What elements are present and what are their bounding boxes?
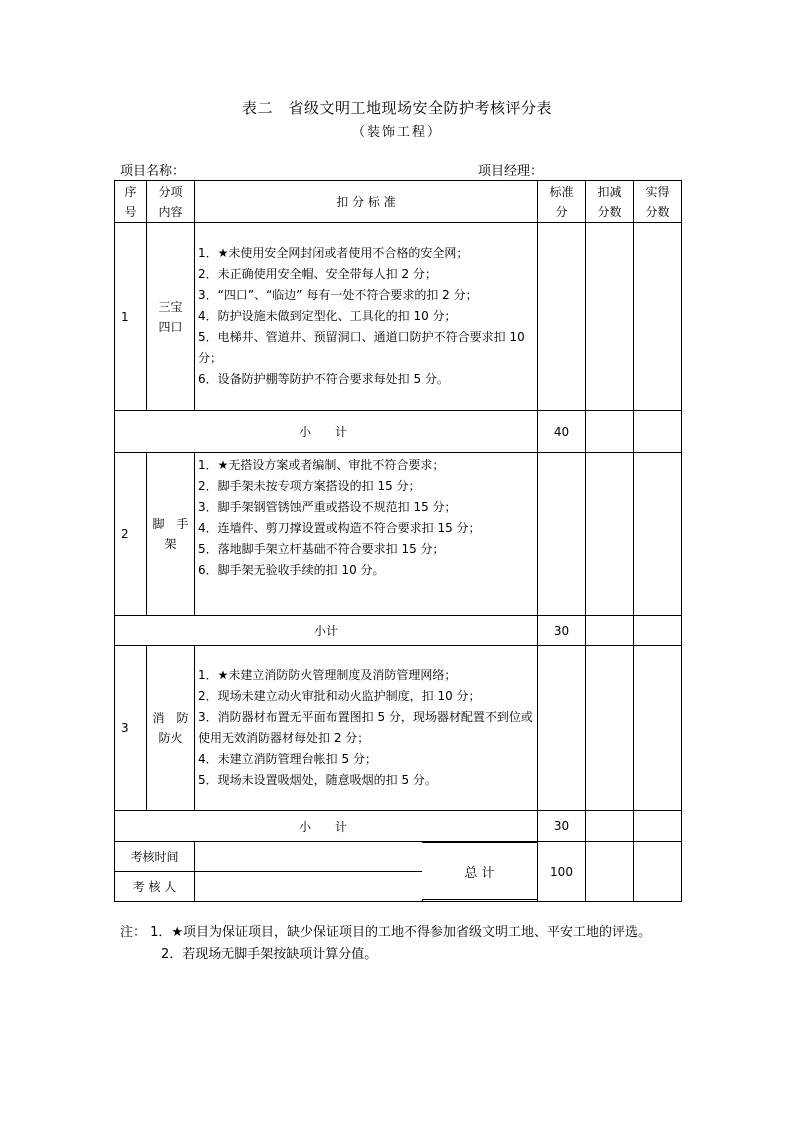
score-table [114, 180, 682, 902]
deduct-score-cell[interactable] [586, 616, 634, 646]
page-subtitle: （装饰工程） [351, 125, 442, 140]
section-criteria: 1．★未建立消防防火管理制度及消防管理网络； 2．现场未建立动火审批和动火监护制度，扣 10 分； 3．消防器材布置无平面布置图扣 5 分，现场器材配置不到位或 使用无效消防器材每处扣 2 分； 4．未建立消防管理台帐扣 5 分； 5．现场未设置吸烟处，随意吸烟的扣 5 分。 [195, 646, 538, 811]
header-item: 分项 内容 [147, 181, 195, 223]
section-number: 2 [115, 453, 147, 616]
section-row [115, 223, 682, 411]
note-line-1: 注： 1．★项目为保证项目，缺少保证项目的工地不得参加省级文明工地、平安工地的评选。 [120, 925, 652, 940]
header-seq: 序 号 [115, 181, 147, 223]
header-actual-score: 实得 分数 [634, 181, 682, 223]
subtotal-score: 30 [538, 811, 586, 842]
section-number: 3 [115, 646, 147, 811]
section-name: 消 防 防火 [147, 646, 195, 811]
deduct-score-cell[interactable] [586, 811, 634, 842]
examiner-field[interactable] [195, 872, 423, 901]
project-manager-label: 项目经理： [478, 164, 544, 179]
exam-time-label: 考核时间 [115, 842, 195, 872]
header-standard-score: 标准 分 [538, 181, 586, 223]
header-criteria: 扣 分 标 准 [195, 181, 538, 223]
total-deduct-cell[interactable] [586, 842, 634, 902]
deduct-score-cell[interactable] [586, 453, 634, 616]
examiner-label: 考 核 人 [115, 872, 195, 902]
total-label: 总 计 [422, 842, 537, 900]
subtotal-row [115, 411, 682, 453]
section-name: 脚 手 架 [147, 453, 195, 616]
section-name: 三宝 四口 [147, 223, 195, 411]
subtotal-row [115, 616, 682, 646]
standard-score-cell[interactable] [538, 223, 586, 411]
total-actual-cell[interactable] [634, 842, 682, 902]
deduct-score-cell[interactable] [586, 223, 634, 411]
subtotal-score: 40 [538, 411, 586, 453]
exam-time-row [115, 842, 682, 872]
section-criteria: 1．★无搭设方案或者编制、审批不符合要求； 2．脚手架未按专项方案搭设的扣 15 分； 3．脚手架钢管锈蚀严重或搭设不规范扣 15 分； 4．连墙件、剪刀撑设置或构造不符合要求扣 15 分； 5．落地脚手架立杆基础不符合要求扣 15 分； 6．脚手架无验收手续的扣 10 分。 [195, 453, 538, 616]
section-row [115, 646, 682, 811]
table-header-row [115, 181, 682, 223]
actual-score-cell[interactable] [634, 646, 682, 811]
total-score: 100 [538, 842, 586, 902]
deduct-score-cell[interactable] [586, 411, 634, 453]
section-row [115, 453, 682, 616]
notes [120, 922, 651, 966]
subtotal-label: 小 计 [115, 811, 538, 842]
subtotal-label: 小 计 [115, 411, 538, 453]
subtotal-row [115, 811, 682, 842]
standard-score-cell[interactable] [538, 646, 586, 811]
header-deduct-score: 扣减 分数 [586, 181, 634, 223]
section-criteria: 1．★未使用安全网封闭或者使用不合格的安全网； 2．未正确使用安全帽、安全带每人扣 2 分； 3．“四口”、“临边” 每有一处不符合要求的扣 2 分； 4．防护设施未做到定型化、工具化的扣 10 分； 5．电梯井、管道井、预留洞口、通道口防护不符合要求扣 10 分； 6．设备防护棚等防护不符合要求每处扣 5 分。 [195, 223, 538, 411]
subtotal-score: 30 [538, 616, 586, 646]
actual-score-cell[interactable] [634, 223, 682, 411]
project-name-label: 项目名称： [120, 164, 186, 179]
subtotal-label: 小计 [115, 616, 538, 646]
actual-score-cell[interactable] [634, 453, 682, 616]
note-line-2: 2．若现场无脚手架按缺项计算分值。 [161, 947, 378, 962]
actual-score-cell[interactable] [634, 811, 682, 842]
exam-time-field[interactable] [195, 842, 423, 871]
page-title: 表二 省级文明工地现场安全防护考核评分表 [241, 99, 552, 117]
deduct-score-cell[interactable] [586, 646, 634, 811]
standard-score-cell[interactable] [538, 453, 586, 616]
actual-score-cell[interactable] [634, 616, 682, 646]
actual-score-cell[interactable] [634, 411, 682, 453]
section-number: 1 [115, 223, 147, 411]
